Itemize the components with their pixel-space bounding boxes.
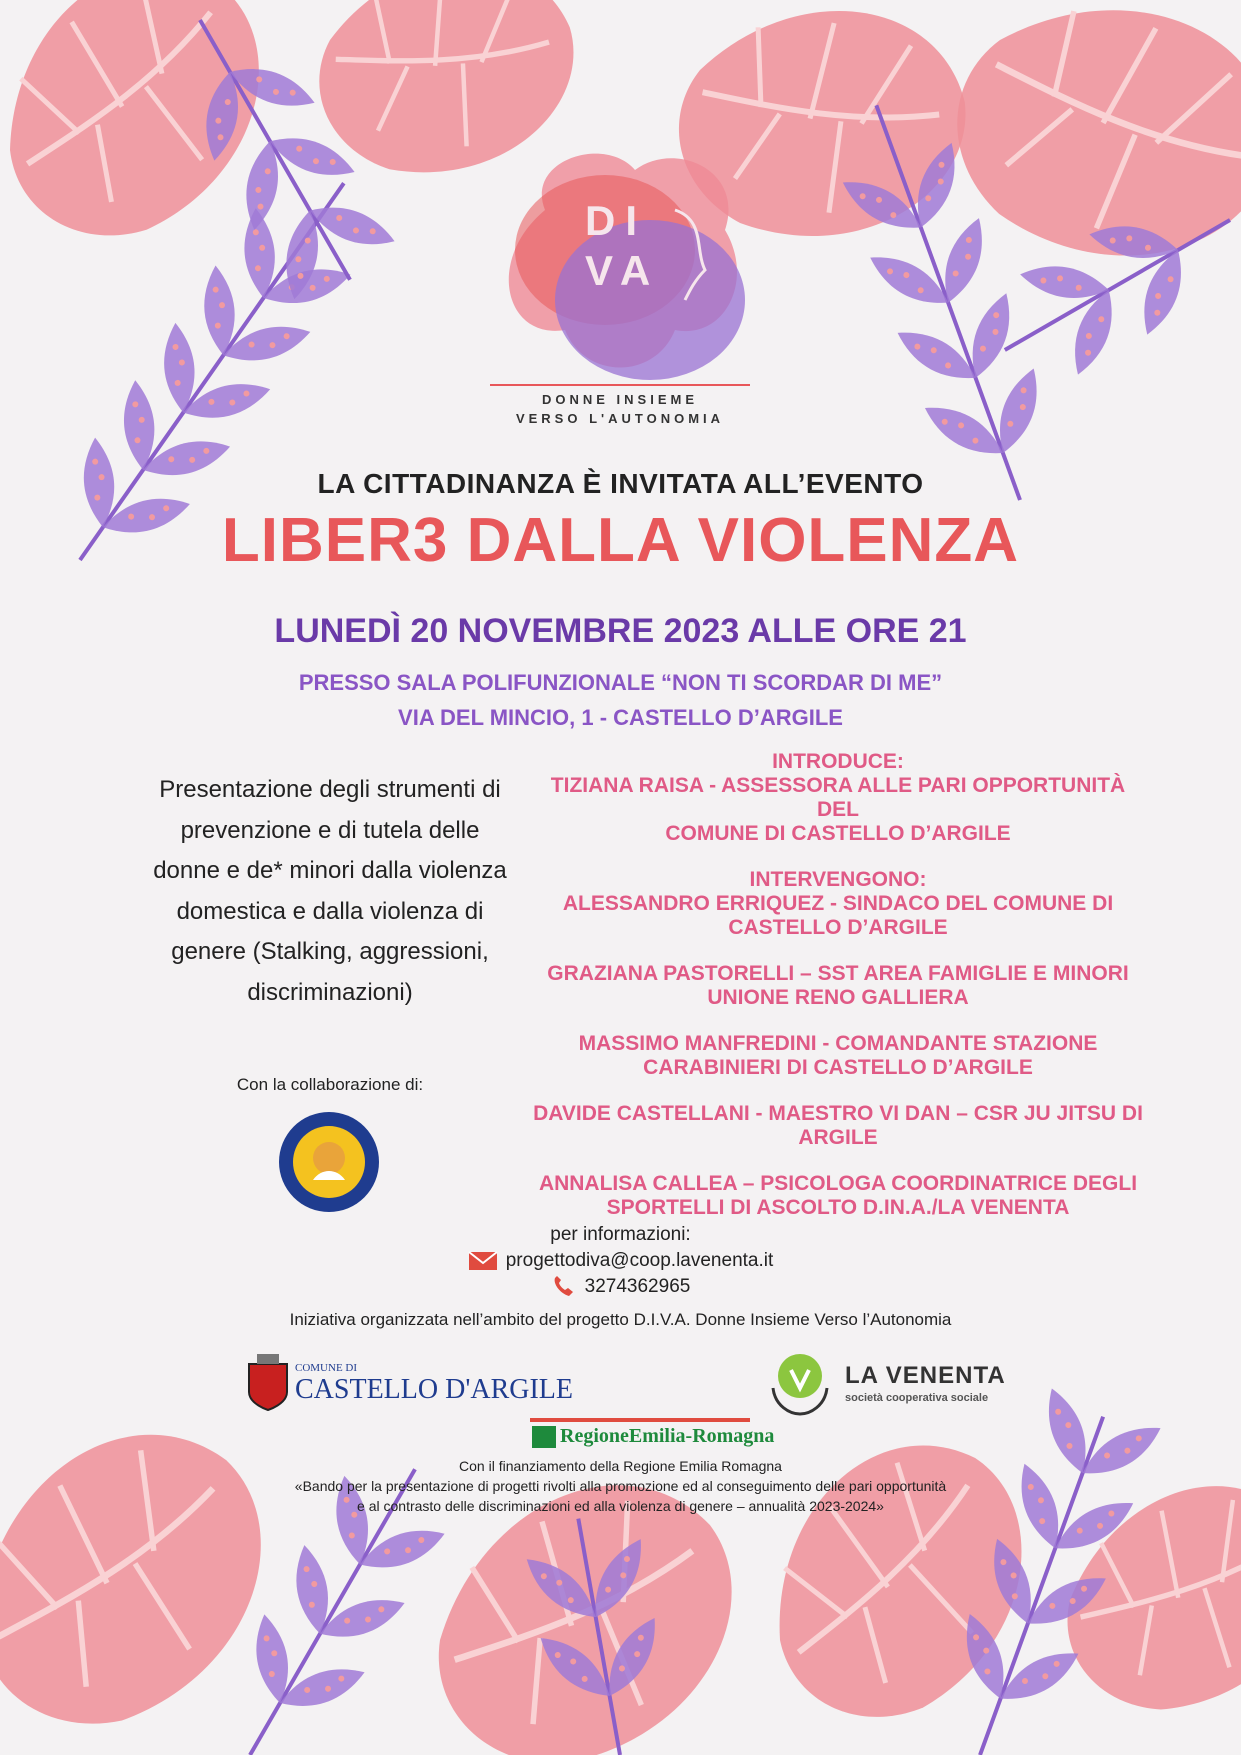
speaker-block-intro: [528, 750, 1148, 846]
comune-name: CASTELLO D'ARGILE: [295, 1374, 574, 1405]
event-place: [0, 665, 1241, 735]
coat-of-arms-icon: [245, 1354, 291, 1412]
funding-line1: Con il finanziamento della Regione Emilia Romagna: [459, 1458, 782, 1474]
logo-letters-bottom: VA: [585, 247, 661, 294]
event-date: LUNEDÌ 20 NOVEMBRE 2023 ALLE ORE 21: [274, 612, 967, 650]
regione-name: RegioneEmilia-Romagna: [560, 1425, 775, 1447]
speaker-line: INTERVENGONO:: [749, 868, 927, 891]
speaker-line: COMUNE DI CASTELLO D’ARGILE: [665, 822, 1011, 845]
speaker-line: ANNALISA CALLEA – PSICOLOGA COORDINATRICE DEGLI: [538, 1172, 1138, 1195]
speaker-block: [528, 1032, 1148, 1080]
speaker-block: [528, 1102, 1148, 1150]
funding-line2: «Bando per la presentazione di progetti rivolti alla promozione ed al conseguimento delle pari opportunità: [294, 1478, 947, 1494]
funding-note: [0, 1456, 1241, 1516]
collaboration-label: Con la collaborazione di:: [236, 1075, 424, 1094]
speaker-line: MASSIMO MANFREDINI - COMANDANTE STAZIONE: [578, 1032, 1098, 1055]
speaker-line: CASTELLO D’ARGILE: [728, 916, 948, 939]
tagline-line1: DONNE INSIEME: [541, 392, 698, 407]
tagline-line2: VERSO L'AUTONOMIA: [515, 411, 725, 426]
comune-small-label: COMUNE DI: [295, 1362, 358, 1374]
regione-emilia-romagna-logo: [530, 1418, 775, 1452]
speaker-line: UNIONE RENO GALLIERA: [707, 986, 969, 1009]
venenta-name: LA VENENTA: [845, 1362, 1006, 1389]
hands-leaf-icon: [765, 1348, 835, 1418]
contact-phone[interactable]: 3274362965: [584, 1276, 691, 1297]
contact-email[interactable]: progettodiva@coop.lavenenta.it: [505, 1250, 774, 1271]
speaker-line: INTRODUCE:: [772, 750, 904, 773]
event-title: LIBER3 DALLA VIOLENZA: [221, 506, 1020, 575]
place-line1: PRESSO SALA POLIFUNZIONALE “NON TI SCORDAR DI ME”: [298, 670, 943, 695]
speaker-line: TIZIANA RAISA - ASSESSORA ALLE PARI OPPORTUNITÀ DEL: [550, 774, 1126, 821]
contact-info: [0, 1222, 1241, 1300]
speaker-line: SPORTELLI DI ASCOLTO D.IN.A./LA VENENTA: [606, 1196, 1070, 1219]
speaker-block: [528, 962, 1148, 1010]
speaker-line: ARGILE: [798, 1126, 878, 1149]
speaker-line: GRAZIANA PASTORELLI – SST AREA FAMIGLIE E MINORI: [547, 962, 1129, 985]
funding-line3: e al contrasto delle discriminazioni ed alla violenza di genere – annualità 2023-2024»: [357, 1498, 884, 1514]
invite-heading: LA CITTADINANZA È INVITATA ALL’EVENTO: [317, 468, 924, 499]
place-line2: VIA DEL MINCIO, 1 - CASTELLO D’ARGILE: [398, 705, 843, 730]
speakers-list: [528, 750, 1148, 1242]
speaker-line: CARABINIERI DI CASTELLO D’ARGILE: [643, 1056, 1033, 1079]
ju-jitsu-club-logo: [277, 1110, 381, 1214]
info-label: per informazioni:: [550, 1224, 691, 1245]
speaker-block: [528, 1172, 1148, 1220]
envelope-icon: [468, 1251, 498, 1271]
venenta-subtitle: società cooperativa sociale: [845, 1392, 989, 1404]
phone-icon: [551, 1275, 577, 1299]
logo-letters-top: DI: [585, 197, 647, 244]
la-venenta-logo: [765, 1348, 1005, 1418]
speaker-line: DAVIDE CASTELLANI - MAESTRO VI DAN – CSR JU JITSU DI: [533, 1102, 1143, 1125]
speaker-block-interventions: [528, 868, 1148, 940]
comune-castello-logo: [245, 1352, 574, 1414]
event-description: Presentazione degli strumenti di prevenzione e di tutela delle donne e de* minori dalla violenza domestica e dalla violenza di genere (Stalking, aggressioni, discriminazioni): [153, 776, 507, 1006]
logo-tagline: [490, 390, 750, 428]
initiative-note: Iniziativa organizzata nell’ambito del progetto D.I.V.A. Donne Insieme Verso l’Autonomia: [289, 1310, 952, 1329]
speaker-line: ALESSANDRO ERRIQUEZ - SINDACO DEL COMUNE DI: [562, 892, 1114, 915]
